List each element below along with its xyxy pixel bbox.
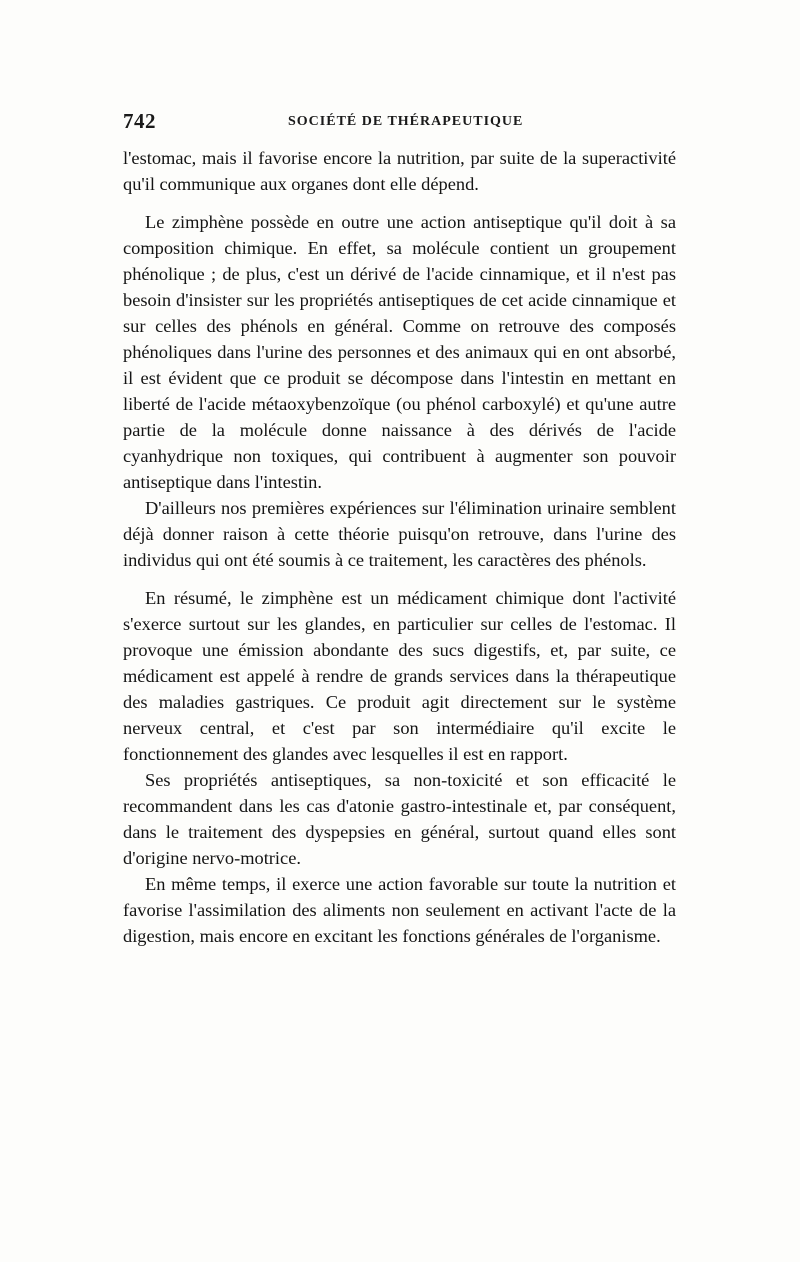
paragraph-6: En même temps, il exerce une action favorable sur toute la nutrition et favorise l'assimilation des aliments non seulement en activant l'acte de la digestion, mais encore en excitant les fonctions générales de l'organisme. xyxy=(123,874,676,946)
paragraph-5: Ses propriétés antiseptiques, sa non-toxicité et son efficacité le recommandent dans les cas d'atonie gastro-intestinale et, par conséquent, dans le traitement des dyspepsies en général, surtout quand elles sont d'origine nervo-motrice. xyxy=(123,770,676,868)
paragraph-3: D'ailleurs nos premières expériences sur l'élimination urinaire semblent déjà donner raison à cette théorie puisqu'on retrouve, dans l'urine des individus qui ont été soumis à ce traitement, les caractères des phénols. xyxy=(123,498,676,570)
body-text xyxy=(123,145,676,949)
paragraph-4: En résumé, le zimphène est un médicament chimique dont l'activité s'exerce surtout sur les glandes, en particulier sur celles de l'estomac. Il provoque une émission abondante des sucs digestifs, et, par suite, ce médicament est appelé à rendre de grands services dans la thérapeutique des maladies gastriques. Ce produit agit directement sur le système nerveux central, et c'est par son intermédiaire qu'il excite le fonctionnement des glandes avec lesquelles il est en rapport. xyxy=(123,588,676,764)
page-number: 742 xyxy=(123,109,156,133)
running-title: SOCIÉTÉ DE THÉRAPEUTIQUE xyxy=(288,114,524,129)
paragraph-2: Le zimphène possède en outre une action antiseptique qu'il doit à sa composition chimique. En effet, sa molécule contient un groupement phénolique ; de plus, c'est un dérivé de l'acide cinnamique, et il n'est pas besoin d'insister sur les propriétés antiseptiques de cet acide cinnamique et sur celles des phénols en général. Comme on retrouve des composés phénoliques dans l'urine des personnes et des animaux qui en ont absorbé, il est évident que ce produit se décompose dans l'intestin en mettant en liberté de l'acide métaoxybenzoïque (ou phénol carboxylé) et qu'une autre partie de la molécule donne naissance à des dérivés de l'acide cyanhydrique non toxiques, qui contribuent à augmenter son pouvoir antiseptique dans l'intestin. xyxy=(123,212,676,492)
paragraph-1: l'estomac, mais il favorise encore la nutrition, par suite de la superactivité qu'il communique aux organes dont elle dépend. xyxy=(123,148,676,194)
page-header xyxy=(123,109,676,135)
